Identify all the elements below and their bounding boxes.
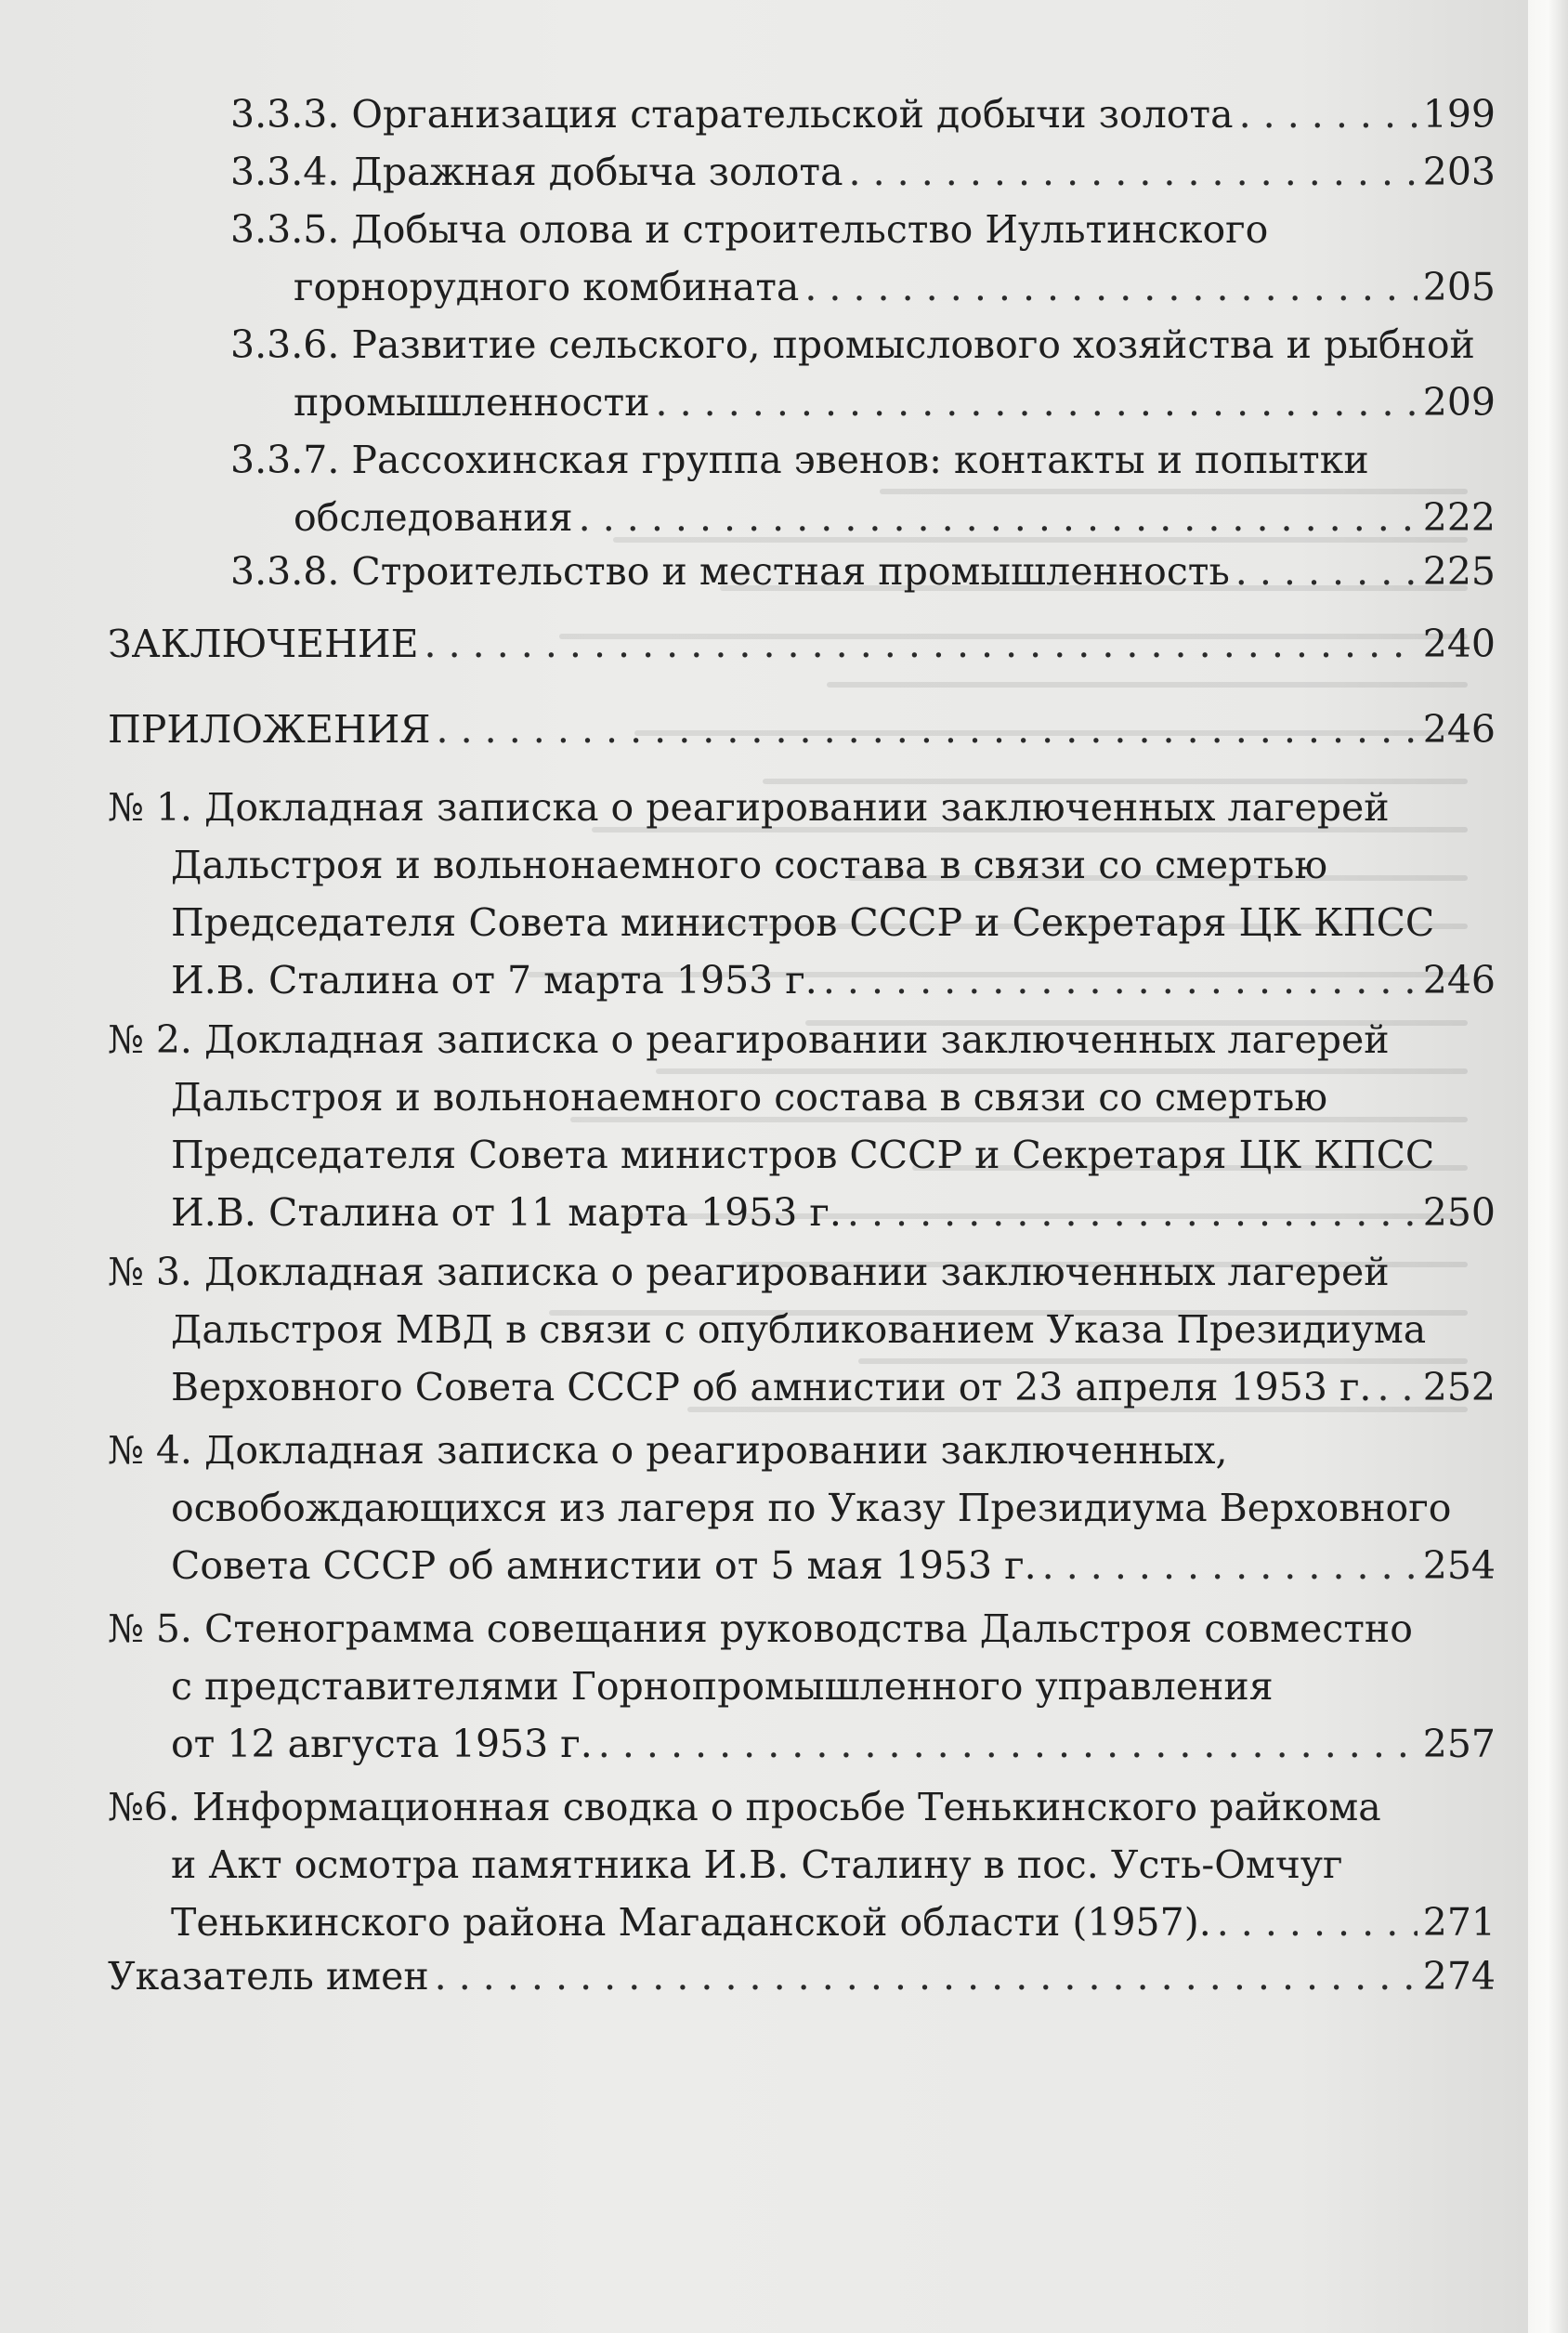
leader-dots [847,1189,1418,1236]
page-number: 225 [1422,549,1496,594]
leader-dots [804,264,1417,310]
toc-title: промышленности [294,380,650,425]
toc-line: №6. Информационная сводка о просьбе Тенькинского райкома [108,1785,1381,1829]
toc-title: ПРИЛОЖЕНИЯ [108,707,431,752]
toc-line: № 3. Докладная записка о реагировании заключенных лагерей [108,1250,1390,1294]
toc-line [171,1542,1496,1589]
toc-title: от 12 августа 1953 г. [171,1722,593,1766]
page-number: 257 [1422,1722,1496,1766]
toc-line [294,264,1496,310]
page-number: 250 [1422,1190,1496,1235]
leader-dots [437,706,1418,753]
toc-line [230,149,1496,195]
leader-dots [823,957,1418,1003]
page-number: 240 [1422,622,1496,666]
toc-line: и Акт осмотра памятника И.В. Сталину в пос. Усть-Омчуг [171,1842,1343,1887]
leader-dots [1042,1542,1418,1589]
toc-line: Дальстроя и вольнонаемного состава в связи со смертью [171,1075,1328,1120]
page-number: 246 [1422,958,1496,1003]
toc-title: 3.3.4. Дражная добыча золота [230,150,843,194]
toc-line [171,1189,1496,1236]
toc-line [171,957,1496,1003]
toc-line [294,494,1496,541]
toc-line: Дальстроя и вольнонаемного состава в связи со смертью [171,843,1328,887]
toc-line [171,1721,1496,1767]
toc-title: Верховного Совета СССР об амнистии от 23 апреля 1953 г. [171,1365,1372,1409]
toc-line [230,91,1496,138]
leader-dots [849,149,1418,195]
leader-dots [1235,548,1418,595]
page-number: 199 [1422,92,1496,137]
page-number: 209 [1422,380,1496,425]
page-number: 222 [1422,495,1496,540]
toc-line: с представителями Горнопромышленного управления [171,1664,1274,1709]
toc-line: Председателя Совета министров СССР и Секретаря ЦК КПСС [171,900,1435,945]
page-number: 246 [1422,707,1496,752]
toc-line: Дальстроя МВД в связи с опубликованием Указа Президиума [171,1307,1427,1352]
leader-dots [656,379,1418,426]
toc-line: № 2. Докладная записка о реагировании заключенных лагерей [108,1017,1390,1062]
page-number: 271 [1422,1900,1496,1945]
toc-title: Тенькинского района Магаданской области (1957). [171,1900,1211,1945]
toc-line [108,621,1496,667]
toc-line [108,706,1496,753]
toc-line [171,1364,1496,1410]
toc-title: Совета СССР об амнистии от 5 мая 1953 г. [171,1543,1037,1588]
toc-line: № 5. Стенограмма совещания руководства Дальстроя совместно [108,1606,1413,1651]
leader-dots [435,1953,1418,1999]
toc-title: 3.3.3. Организация старательской добычи золота [230,92,1234,137]
toc-line [108,1953,1496,1999]
toc-line: № 4. Докладная записка о реагировании заключенных, [108,1428,1228,1473]
toc-line: № 1. Докладная записка о реагировании заключенных лагерей [108,785,1390,830]
toc-line: Председателя Совета министров СССР и Секретаря ЦК КПСС [171,1133,1435,1177]
toc-title: горнорудного комбината [294,265,800,309]
toc-line: 3.3.5. Добыча олова и строительство Иультинского [230,207,1269,252]
leader-dots [1239,91,1418,138]
toc-line: 3.3.6. Развитие сельского, промыслового хозяйства и рыбной [230,322,1475,367]
toc-title: Указатель имен [108,1954,429,1999]
leader-dots [1217,1899,1418,1946]
toc-title: И.В. Сталина от 11 марта 1953 г. [171,1190,842,1235]
toc-title: И.В. Сталина от 7 марта 1953 г. [171,958,817,1003]
leader-dots [598,1721,1418,1767]
toc-line [294,379,1496,426]
toc-title: 3.3.8. Строительство и местная промышленность [230,549,1230,594]
page-number: 205 [1422,265,1496,309]
page-number: 274 [1422,1954,1496,1999]
toc-line [230,548,1496,595]
leader-dots [579,494,1418,541]
toc-line [171,1899,1496,1946]
toc-line: освобождающихся из лагеря по Указу Президиума Верховного [171,1486,1452,1530]
page-number: 254 [1422,1543,1496,1588]
toc-line: 3.3.7. Рассохинская группа эвенов: контакты и попытки [230,438,1369,482]
page-edge [1528,0,1568,2333]
toc-title: ЗАКЛЮЧЕНИЕ [108,622,419,666]
leader-dots [1377,1364,1417,1410]
page-number: 203 [1422,150,1496,194]
leader-dots [425,621,1418,667]
page-number: 252 [1422,1365,1496,1409]
toc-title: обследования [294,495,573,540]
